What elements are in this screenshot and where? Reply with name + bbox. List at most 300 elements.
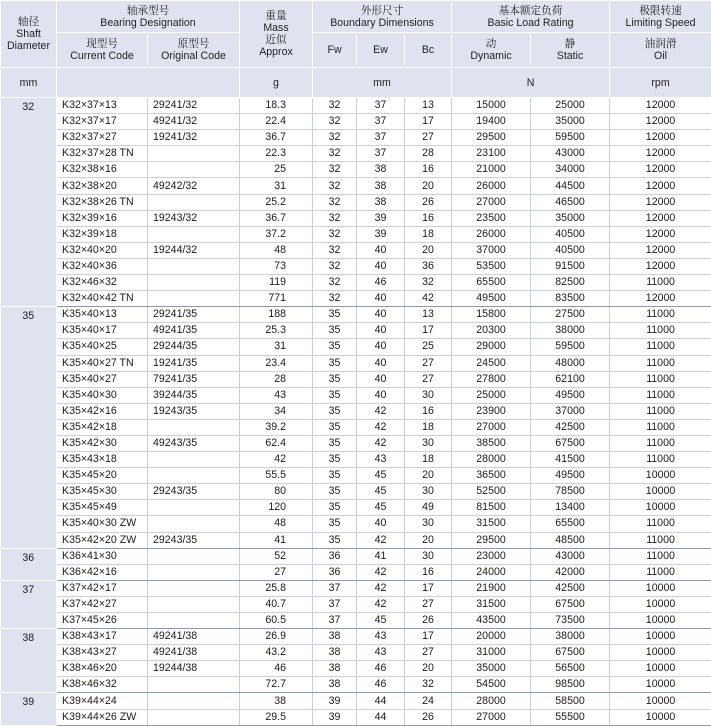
fw-cell: 37 <box>313 613 357 629</box>
bc-cell: 49 <box>405 500 452 516</box>
current-code-cell: K35×42×18 <box>57 419 148 435</box>
original-code-cell <box>148 275 240 291</box>
table-row <box>1 419 711 435</box>
table-row <box>1 387 711 403</box>
static-load-cell: 42000 <box>531 564 610 580</box>
speed-cell: 11000 <box>610 371 711 387</box>
speed-cell: 12000 <box>610 242 711 258</box>
bc-cell: 26 <box>405 613 452 629</box>
ew-cell: 43 <box>357 645 405 661</box>
static-load-cell: 73500 <box>531 613 610 629</box>
fw-cell: 32 <box>313 194 357 210</box>
ew-cell: 42 <box>357 419 405 435</box>
table-row <box>1 403 711 419</box>
current-code-cell: K32×39×16 <box>57 210 148 226</box>
bc-cell: 16 <box>405 162 452 178</box>
dynamic-load-cell: 29500 <box>452 532 531 548</box>
bc-cell: 27 <box>405 371 452 387</box>
static-load-cell: 40500 <box>531 226 610 242</box>
fw-cell: 35 <box>313 532 357 548</box>
current-code-cell: K35×42×20 ZW <box>57 532 148 548</box>
shaft-diameter-cell: 37 <box>1 580 57 628</box>
mass-cell: 28 <box>240 371 313 387</box>
shaft-diameter-cell: 36 <box>1 548 57 580</box>
dynamic-load-cell: 27000 <box>452 419 531 435</box>
table-row <box>1 661 711 677</box>
original-code-header: 原型号 Original Code <box>148 33 240 68</box>
table-row <box>1 500 711 516</box>
table-row <box>1 210 711 226</box>
speed-cell: 11000 <box>610 355 711 371</box>
speed-cell: 10000 <box>610 677 711 693</box>
speed-cell: 11000 <box>610 339 711 355</box>
mass-cell: 25.3 <box>240 323 313 339</box>
ew-cell: 42 <box>357 532 405 548</box>
static-load-cell: 38000 <box>531 323 610 339</box>
static-load-cell: 67500 <box>531 596 610 612</box>
fw-cell: 32 <box>313 258 357 274</box>
dynamic-load-cell: 53500 <box>452 258 531 274</box>
table-row <box>1 323 711 339</box>
ew-cell: 44 <box>357 709 405 725</box>
fw-cell: 35 <box>313 403 357 419</box>
mass-cell: 80 <box>240 484 313 500</box>
current-code-cell: K35×43×18 <box>57 452 148 468</box>
bc-cell: 27 <box>405 645 452 661</box>
oil-header: 油润滑 Oil <box>610 33 711 68</box>
ew-cell: 40 <box>357 339 405 355</box>
static-load-cell: 56500 <box>531 661 610 677</box>
ew-cell: 40 <box>357 323 405 339</box>
current-code-cell: K35×45×20 <box>57 468 148 484</box>
dynamic-load-cell: 23000 <box>452 548 531 564</box>
bc-cell: 20 <box>405 178 452 194</box>
current-code-cell: K38×43×27 <box>57 645 148 661</box>
dynamic-load-cell: 23500 <box>452 210 531 226</box>
ew-cell: 40 <box>357 355 405 371</box>
table-row <box>1 291 711 307</box>
fw-cell: 39 <box>313 709 357 725</box>
dynamic-load-cell: 43500 <box>452 613 531 629</box>
speed-cell: 12000 <box>610 178 711 194</box>
ew-cell: 46 <box>357 275 405 291</box>
mass-cell: 31 <box>240 178 313 194</box>
ew-cell: 40 <box>357 516 405 532</box>
speed-cell: 12000 <box>610 98 711 114</box>
static-load-cell: 44500 <box>531 178 610 194</box>
static-header: 静 Static <box>531 33 610 68</box>
speed-cell: 12000 <box>610 194 711 210</box>
speed-cell: 11000 <box>610 532 711 548</box>
speed-cell: 11000 <box>610 548 711 564</box>
original-code-cell <box>148 258 240 274</box>
original-code-cell: 49241/38 <box>148 645 240 661</box>
fw-cell: 32 <box>313 275 357 291</box>
table-row <box>1 371 711 387</box>
table-row <box>1 130 711 146</box>
dynamic-load-cell: 49500 <box>452 291 531 307</box>
bc-cell: 30 <box>405 435 452 451</box>
mass-header: 重量 Mass 近似 Approx <box>240 1 313 68</box>
mass-cell: 23.4 <box>240 355 313 371</box>
speed-cell: 11000 <box>610 403 711 419</box>
fw-cell: 35 <box>313 419 357 435</box>
dynamic-load-cell: 27000 <box>452 709 531 725</box>
original-code-cell <box>148 596 240 612</box>
bc-cell: 13 <box>405 307 452 323</box>
fw-header: Fw <box>313 33 357 68</box>
dynamic-load-cell: 31500 <box>452 596 531 612</box>
current-code-cell: K35×42×16 <box>57 403 148 419</box>
current-code-cell: K38×43×17 <box>57 629 148 645</box>
mass-cell: 42 <box>240 452 313 468</box>
static-load-cell: 34000 <box>531 162 610 178</box>
fw-cell: 35 <box>313 435 357 451</box>
dynamic-load-cell: 29500 <box>452 130 531 146</box>
mass-unit: g <box>240 68 313 98</box>
current-code-cell: K32×37×17 <box>57 114 148 130</box>
current-code-cell: K32×40×42 TN <box>57 291 148 307</box>
static-load-cell: 42500 <box>531 419 610 435</box>
static-load-cell: 49500 <box>531 468 610 484</box>
static-load-cell: 91500 <box>531 258 610 274</box>
static-load-cell: 48500 <box>531 532 610 548</box>
current-code-cell: K37×42×17 <box>57 580 148 596</box>
fw-cell: 32 <box>313 291 357 307</box>
static-load-cell: 42500 <box>531 580 610 596</box>
static-load-cell: 62100 <box>531 371 610 387</box>
table-row <box>1 435 711 451</box>
speed-cell: 10000 <box>610 468 711 484</box>
dynamic-load-cell: 21900 <box>452 580 531 596</box>
static-load-cell: 58500 <box>531 693 610 709</box>
bc-cell: 30 <box>405 484 452 500</box>
fw-cell: 35 <box>313 355 357 371</box>
fw-cell: 38 <box>313 677 357 693</box>
table-row <box>1 307 711 323</box>
bc-cell: 32 <box>405 677 452 693</box>
speed-cell: 10000 <box>610 613 711 629</box>
mass-cell: 38 <box>240 693 313 709</box>
static-load-cell: 43000 <box>531 146 610 162</box>
table-row <box>1 226 711 242</box>
mass-cell: 25 <box>240 162 313 178</box>
current-code-cell: K37×45×26 <box>57 613 148 629</box>
speed-cell: 12000 <box>610 114 711 130</box>
table-row <box>1 564 711 580</box>
original-code-cell <box>148 516 240 532</box>
current-code-cell: K32×37×27 <box>57 130 148 146</box>
mass-cell: 62.4 <box>240 435 313 451</box>
static-load-cell: 25000 <box>531 98 610 114</box>
dynamic-load-cell: 27000 <box>452 194 531 210</box>
speed-cell: 12000 <box>610 291 711 307</box>
fw-cell: 37 <box>313 580 357 596</box>
current-code-cell: K32×38×20 <box>57 178 148 194</box>
speed-cell: 10000 <box>610 500 711 516</box>
current-code-cell: K35×40×30 <box>57 387 148 403</box>
table-row <box>1 452 711 468</box>
dynamic-load-cell: 65500 <box>452 275 531 291</box>
dynamic-load-cell: 23100 <box>452 146 531 162</box>
current-code-cell: K39×44×26 ZW <box>57 709 148 725</box>
bc-cell: 20 <box>405 242 452 258</box>
dynamic-load-cell: 35000 <box>452 661 531 677</box>
speed-cell: 11000 <box>610 435 711 451</box>
shaft-unit: mm <box>1 68 57 98</box>
original-code-cell <box>148 226 240 242</box>
fw-cell: 32 <box>313 98 357 114</box>
dynamic-load-cell: 37000 <box>452 242 531 258</box>
current-code-cell: K32×39×18 <box>57 226 148 242</box>
ew-cell: 37 <box>357 98 405 114</box>
current-code-cell: K35×40×17 <box>57 323 148 339</box>
original-code-cell <box>148 468 240 484</box>
mass-cell: 60.5 <box>240 613 313 629</box>
bc-cell: 26 <box>405 194 452 210</box>
speed-cell: 12000 <box>610 130 711 146</box>
ew-cell: 46 <box>357 677 405 693</box>
static-load-cell: 27500 <box>531 307 610 323</box>
fw-cell: 35 <box>313 307 357 323</box>
dynamic-load-cell: 20300 <box>452 323 531 339</box>
current-code-cell: K36×42×16 <box>57 564 148 580</box>
bc-cell: 16 <box>405 403 452 419</box>
table-row <box>1 178 711 194</box>
speed-cell: 11000 <box>610 419 711 435</box>
fw-cell: 32 <box>313 162 357 178</box>
speed-cell: 10000 <box>610 596 711 612</box>
current-code-cell: K35×42×30 <box>57 435 148 451</box>
mass-cell: 48 <box>240 516 313 532</box>
speed-cell: 11000 <box>610 387 711 403</box>
ew-cell: 37 <box>357 146 405 162</box>
fw-cell: 35 <box>313 339 357 355</box>
mass-cell: 40.7 <box>240 596 313 612</box>
mass-cell: 26.9 <box>240 629 313 645</box>
speed-cell: 10000 <box>610 709 711 725</box>
table-row <box>1 242 711 258</box>
dynamic-load-cell: 15000 <box>452 98 531 114</box>
original-code-cell <box>148 709 240 725</box>
bc-cell: 17 <box>405 629 452 645</box>
ew-cell: 42 <box>357 403 405 419</box>
current-code-cell: K37×42×27 <box>57 596 148 612</box>
ew-cell: 38 <box>357 162 405 178</box>
current-code-cell: K35×40×27 <box>57 371 148 387</box>
fw-cell: 32 <box>313 178 357 194</box>
speed-cell: 10000 <box>610 629 711 645</box>
mass-cell: 25.2 <box>240 194 313 210</box>
mass-cell: 31 <box>240 339 313 355</box>
original-code-cell <box>148 194 240 210</box>
fw-cell: 35 <box>313 468 357 484</box>
fw-cell: 36 <box>313 564 357 580</box>
boundary-unit: mm <box>313 68 452 98</box>
current-code-cell: K32×38×26 TN <box>57 194 148 210</box>
speed-cell: 11000 <box>610 307 711 323</box>
dynamic-load-cell: 25000 <box>452 387 531 403</box>
speed-cell: 11000 <box>610 452 711 468</box>
speed-cell: 11000 <box>610 564 711 580</box>
ew-cell: 39 <box>357 226 405 242</box>
original-code-cell: 19241/32 <box>148 130 240 146</box>
static-load-cell: 43000 <box>531 548 610 564</box>
dynamic-load-cell: 24000 <box>452 564 531 580</box>
bc-cell: 13 <box>405 98 452 114</box>
mass-cell: 771 <box>240 291 313 307</box>
speed-cell: 11000 <box>610 323 711 339</box>
bc-cell: 30 <box>405 516 452 532</box>
mass-cell: 18.3 <box>240 98 313 114</box>
current-code-cell: K32×37×28 TN <box>57 146 148 162</box>
original-code-cell <box>148 419 240 435</box>
mass-cell: 52 <box>240 548 313 564</box>
table-row <box>1 275 711 291</box>
original-code-cell: 79241/35 <box>148 371 240 387</box>
static-load-cell: 41500 <box>531 452 610 468</box>
fw-cell: 35 <box>313 452 357 468</box>
static-load-cell: 37000 <box>531 403 610 419</box>
speed-unit: rpm <box>610 68 711 98</box>
table-row <box>1 258 711 274</box>
mass-cell: 39.2 <box>240 419 313 435</box>
original-code-cell: 29243/35 <box>148 484 240 500</box>
mass-cell: 72.7 <box>240 677 313 693</box>
dynamic-load-cell: 28000 <box>452 452 531 468</box>
bc-cell: 20 <box>405 468 452 484</box>
mass-cell: 36.7 <box>240 130 313 146</box>
current-code-cell: K32×38×16 <box>57 162 148 178</box>
fw-cell: 38 <box>313 661 357 677</box>
mass-cell: 43.2 <box>240 645 313 661</box>
current-code-cell: K36×41×30 <box>57 548 148 564</box>
original-code-cell: 19243/35 <box>148 403 240 419</box>
fw-cell: 32 <box>313 210 357 226</box>
fw-cell: 32 <box>313 114 357 130</box>
current-code-cell: K38×46×20 <box>57 661 148 677</box>
ew-cell: 41 <box>357 548 405 564</box>
dynamic-load-cell: 81500 <box>452 500 531 516</box>
mass-cell: 37.2 <box>240 226 313 242</box>
bc-cell: 17 <box>405 580 452 596</box>
original-code-cell: 29244/35 <box>148 339 240 355</box>
bc-cell: 36 <box>405 258 452 274</box>
shaft-diameter-cell: 32 <box>1 98 57 307</box>
original-code-cell <box>148 564 240 580</box>
dynamic-load-cell: 23900 <box>452 403 531 419</box>
original-code-cell: 49241/38 <box>148 629 240 645</box>
current-code-cell: K35×45×30 <box>57 484 148 500</box>
speed-header: 极限转速 Limiting Speed <box>610 1 711 33</box>
bc-cell: 25 <box>405 339 452 355</box>
mass-cell: 22.3 <box>240 146 313 162</box>
ew-cell: 40 <box>357 371 405 387</box>
current-code-cell: K38×46×32 <box>57 677 148 693</box>
fw-cell: 35 <box>313 387 357 403</box>
speed-cell: 12000 <box>610 210 711 226</box>
current-code-cell: K39×44×24 <box>57 693 148 709</box>
speed-cell: 10000 <box>610 661 711 677</box>
bc-cell: 28 <box>405 146 452 162</box>
bc-cell: 30 <box>405 548 452 564</box>
bc-cell: 27 <box>405 355 452 371</box>
dynamic-load-cell: 52500 <box>452 484 531 500</box>
table-row <box>1 114 711 130</box>
ew-cell: 40 <box>357 291 405 307</box>
ew-cell: 43 <box>357 452 405 468</box>
bc-cell: 42 <box>405 291 452 307</box>
ew-cell: 43 <box>357 629 405 645</box>
ew-header: Ew <box>357 33 405 68</box>
bc-cell: 27 <box>405 130 452 146</box>
table-row <box>1 532 711 548</box>
shaft-diameter-cell: 39 <box>1 693 57 725</box>
static-load-cell: 82500 <box>531 275 610 291</box>
ew-cell: 37 <box>357 114 405 130</box>
static-load-cell: 13400 <box>531 500 610 516</box>
table-row <box>1 596 711 612</box>
original-code-cell <box>148 580 240 596</box>
bc-cell: 17 <box>405 323 452 339</box>
table-row <box>1 516 711 532</box>
static-load-cell: 48000 <box>531 355 610 371</box>
fw-cell: 35 <box>313 323 357 339</box>
bc-cell: 18 <box>405 452 452 468</box>
mass-cell: 25.8 <box>240 580 313 596</box>
current-code-header: 现型号 Current Code <box>57 33 148 68</box>
table-row <box>1 98 711 114</box>
ew-cell: 42 <box>357 596 405 612</box>
fw-cell: 36 <box>313 548 357 564</box>
fw-cell: 32 <box>313 242 357 258</box>
dynamic-header: 动 Dynamic <box>452 33 531 68</box>
table-body <box>1 98 711 726</box>
load-header: 基本额定负荷 Basic Load Rating <box>452 1 610 33</box>
fw-cell: 32 <box>313 226 357 242</box>
dynamic-load-cell: 27800 <box>452 371 531 387</box>
ew-cell: 38 <box>357 178 405 194</box>
original-code-cell <box>148 693 240 709</box>
shaft-header: 轴径 Shaft Diameter <box>1 1 57 68</box>
bc-cell: 27 <box>405 596 452 612</box>
dynamic-load-cell: 20000 <box>452 629 531 645</box>
speed-cell: 12000 <box>610 226 711 242</box>
table-row <box>1 580 711 596</box>
fw-cell: 38 <box>313 645 357 661</box>
bc-cell: 30 <box>405 387 452 403</box>
original-code-cell: 49241/32 <box>148 114 240 130</box>
ew-cell: 42 <box>357 580 405 596</box>
static-load-cell: 46500 <box>531 194 610 210</box>
static-load-cell: 65500 <box>531 516 610 532</box>
table-row <box>1 709 711 725</box>
designation-header: 轴承型号 Bearing Designation <box>57 1 240 33</box>
mass-cell: 34 <box>240 403 313 419</box>
mass-cell: 29.5 <box>240 709 313 725</box>
fw-cell: 32 <box>313 146 357 162</box>
current-code-cell: K35×40×13 <box>57 307 148 323</box>
original-code-cell <box>148 291 240 307</box>
original-code-cell: 19241/35 <box>148 355 240 371</box>
bc-cell: 32 <box>405 275 452 291</box>
ew-cell: 45 <box>357 613 405 629</box>
dynamic-load-cell: 29000 <box>452 339 531 355</box>
speed-cell: 12000 <box>610 146 711 162</box>
mass-cell: 55.5 <box>240 468 313 484</box>
ew-cell: 46 <box>357 661 405 677</box>
ew-cell: 44 <box>357 693 405 709</box>
